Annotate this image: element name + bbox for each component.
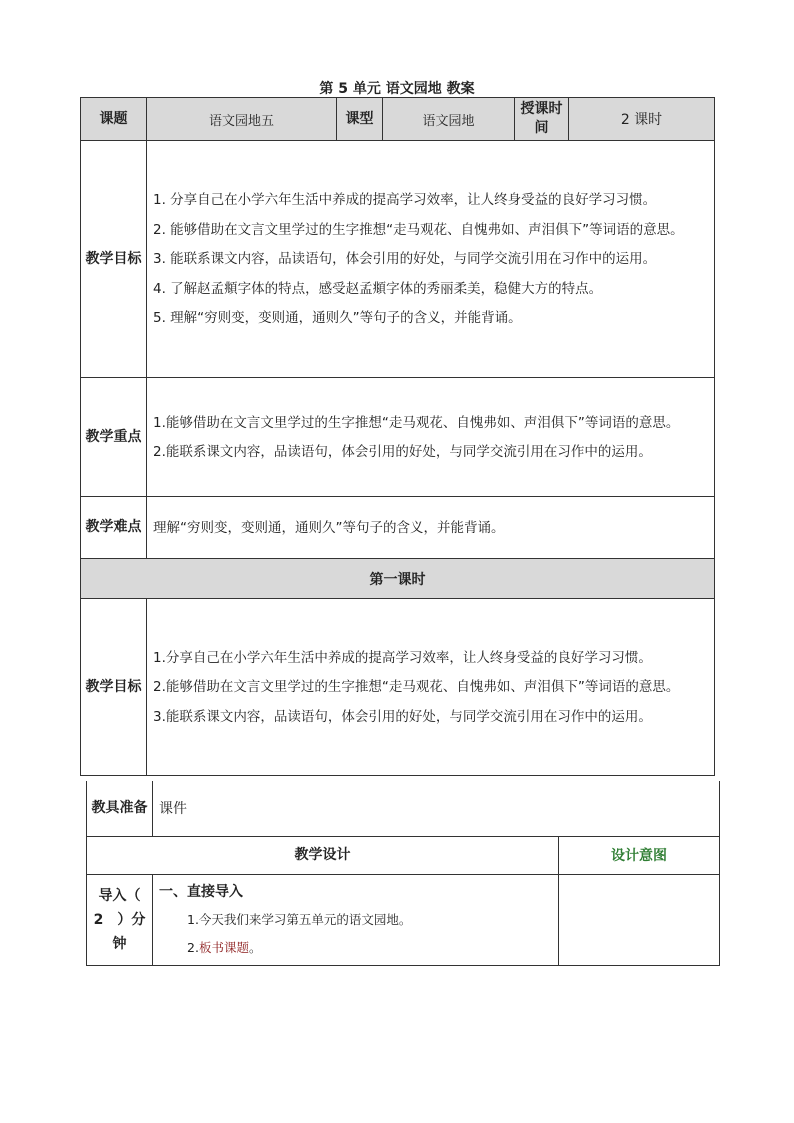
design-heading: 教学设计	[87, 836, 559, 874]
tools-value: 课件	[153, 781, 720, 836]
type-value: 语文园地	[383, 98, 515, 141]
objective-item: 5. 理解“穷则变，变则通，通则久”等句子的含义，并能背诵。	[153, 310, 522, 327]
lesson1-objective-item: 1.分享自己在小学六年生活中养成的提高学习效率，让人终身受益的良好学习习惯。	[153, 649, 652, 666]
difficulties-label: 教学难点	[81, 497, 147, 559]
key-point-item: 2.能联系课文内容，品读语句，体会引用的好处，与同学交流引用在习作中的运用。	[153, 444, 652, 460]
step-intent	[559, 874, 720, 965]
topic-label: 课题	[81, 98, 147, 141]
key-points-label: 教学重点	[81, 378, 147, 497]
objective-item: 2. 能够借助在文言文里学过的生字推想“走马观花、自愧弗如、声泪俱下”等词语的意思。	[153, 221, 684, 238]
objective-item: 3. 能联系课文内容，品读语句，体会引用的好处，与同学交流引用在习作中的运用。	[153, 251, 657, 268]
key-point-item: 1.能够借助在文言文里学过的生字推想“走马观花、自愧弗如、声泪俱下”等词语的意思。	[153, 414, 680, 431]
time-value: 2 课时	[569, 98, 715, 141]
lesson-plan-table	[80, 97, 715, 776]
difficulties-content: 理解“穷则变，变则通，通则久”等句子的含义，并能背诵。	[147, 497, 715, 559]
key-points-content	[147, 378, 715, 497]
step-label: 导入（ 2 ）分钟	[87, 874, 153, 965]
lesson1-objectives-content	[147, 599, 715, 776]
lesson1-objective-item: 2.能够借助在文言文里学过的生字推想“走马观花、自愧弗如、声泪俱下”等词语的意思。	[153, 679, 680, 696]
teaching-design-table	[86, 781, 720, 966]
step-line-2	[159, 935, 552, 961]
lesson1-objective-item: 3.能联系课文内容，品读语句，体会引用的好处，与同学交流引用在习作中的运用。	[153, 708, 652, 725]
objectives-label: 教学目标	[81, 141, 147, 378]
step-line-2-highlight: 板书课题	[198, 939, 249, 955]
intent-heading: 设计意图	[559, 836, 720, 874]
type-label: 课型	[337, 98, 383, 141]
step-line-1: 1.今天我们来学习第五单元的语文园地。	[187, 911, 412, 927]
objective-item: 1. 分享自己在小学六年生活中养成的提高学习效率，让人终身受益的良好学习习惯。	[153, 192, 657, 209]
step-line-2-suffix: 。	[248, 939, 262, 955]
step-content	[153, 874, 559, 965]
step-line-2-prefix: 2.	[187, 939, 199, 955]
document-title: 第 5 单元 语文园地 教案	[319, 81, 475, 97]
tools-label: 教具准备	[87, 781, 153, 836]
objective-item: 4. 了解赵孟頫字体的特点，感受赵孟頫字体的秀丽柔美，稳健大方的特点。	[153, 280, 603, 297]
lesson1-objectives-label: 教学目标	[81, 599, 147, 776]
topic-value: 语文园地五	[147, 98, 337, 141]
objectives-content	[147, 141, 715, 378]
lesson1-heading: 第一课时	[81, 559, 715, 599]
time-label: 授课时间	[515, 98, 569, 141]
step-title: 一、直接导入	[159, 883, 243, 900]
